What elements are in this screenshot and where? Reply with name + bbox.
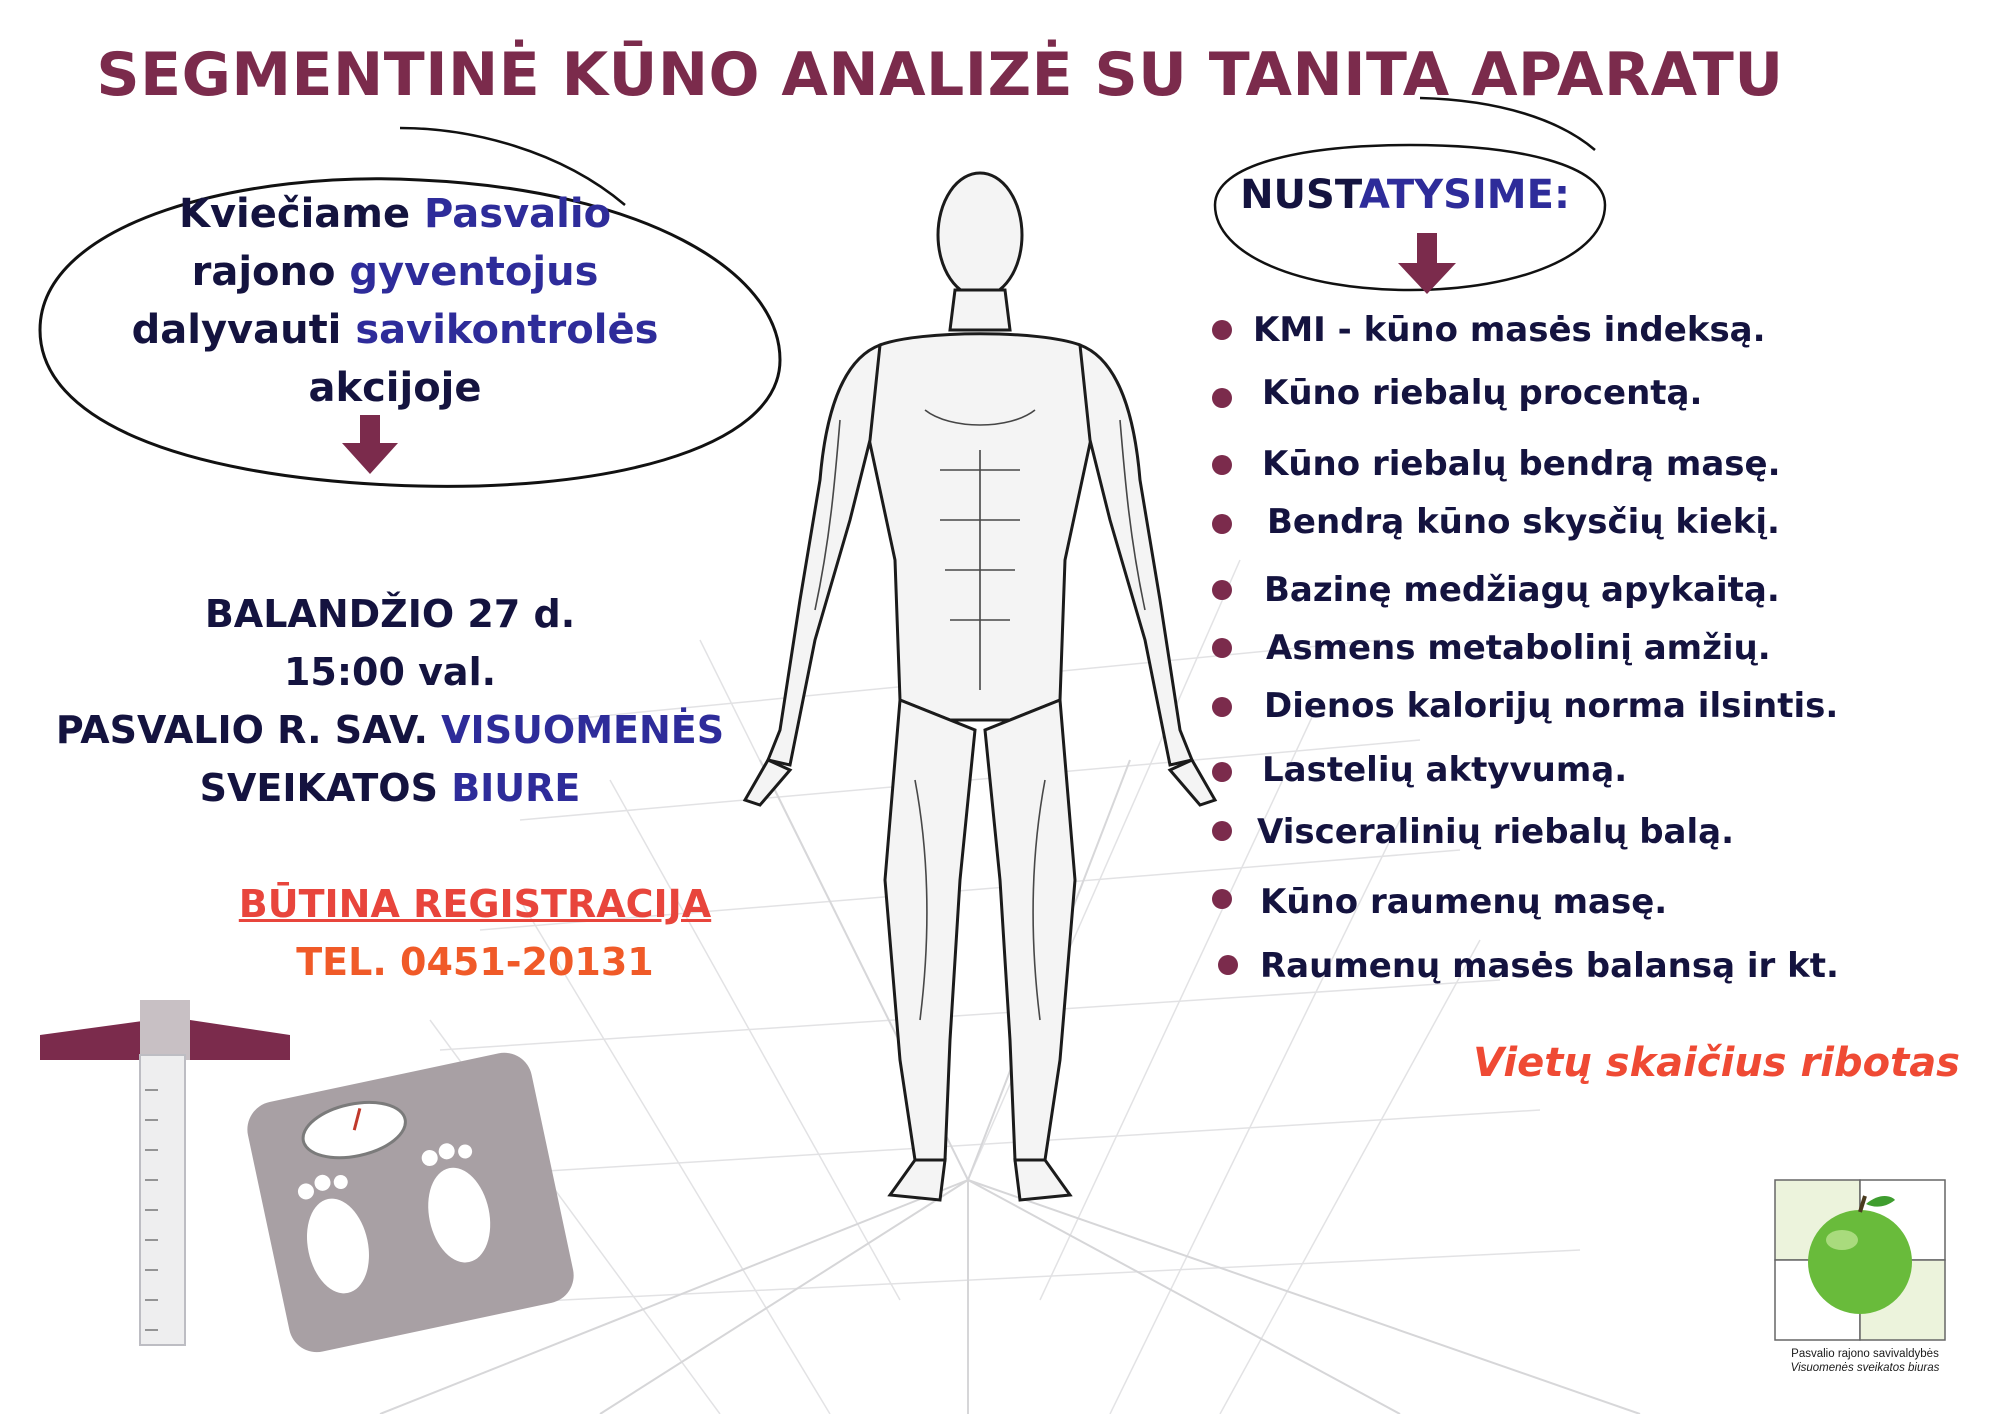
bullet-dot [1212,455,1232,475]
bullet-dot [1212,638,1232,658]
list-item: Bazinę medžiagų apykaitą. [1264,570,1780,610]
list-item: KMI - kūno masės indeksą. [1253,310,1766,350]
event-time: 15:00 val. [283,650,497,694]
bullet-dot [1212,580,1232,600]
bullet-dot [1212,821,1232,841]
registration [175,875,775,991]
event-place: SVEIKATOS [199,766,438,810]
logo-line: Visuomenės sveikatos biuras [1790,1362,1940,1374]
event-date: BALANDŽIO 27 d. [204,592,576,636]
bullet-dot [1212,762,1232,782]
limited-seats-note: Vietų skaičius ribotas [1473,1040,1960,1086]
bullet-dot [1212,889,1232,909]
event-place: VISUOMENĖS [441,708,725,752]
registration-required: BŪTINA REGISTRACIJA [238,882,712,926]
list-item: Lastelių aktyvumą. [1262,750,1628,790]
invite-word: akcijoje [308,365,482,411]
bullet-dot [1212,514,1232,534]
list-item: Dienos kalorijų norma ilsintis. [1264,686,1839,726]
determine-heading [1215,172,1595,218]
list-item: Visceralinių riebalų balą. [1257,812,1734,852]
determine-heading-part: NUST [1240,172,1360,218]
list-item: Kūno riebalų bendrą masę. [1262,444,1781,484]
bullet-dot [1218,955,1238,975]
determine-heading-part: ATYSIME: [1359,172,1570,218]
registration-phone: TEL. 0451-20131 [296,940,654,984]
invite-word: Pasvalio [424,191,612,237]
invite-word: dalyvauti [131,307,342,353]
list-item: Kūno riebalų procentą. [1262,373,1703,413]
bullet-dot [1212,388,1232,408]
list-item: Kūno raumenų masę. [1260,882,1668,922]
invite-word: savikontrolės [355,307,659,353]
invite-word: gyventojus [349,249,599,295]
bullet-dot [1212,320,1232,340]
page-title: SEGMENTINĖ KŪNO ANALIZĖ SU TANITA APARATU [96,40,1784,110]
bullet-dot [1212,697,1232,717]
invite-text [95,185,695,417]
event-info [40,585,740,817]
logo-caption [1770,1347,1960,1375]
list-item: Asmens metabolinį amžių. [1266,628,1771,668]
logo-line: Pasvalio rajono savivaldybės [1791,1348,1939,1360]
event-place: BIURE [451,766,581,810]
event-place: PASVALIO R. SAV. [55,708,428,752]
invite-word: Kviečiame [178,191,411,237]
list-item: Bendrą kūno skysčių kiekį. [1267,502,1780,542]
list-item: Raumenų masės balansą ir kt. [1260,946,1839,986]
invite-word: rajono [191,249,336,295]
